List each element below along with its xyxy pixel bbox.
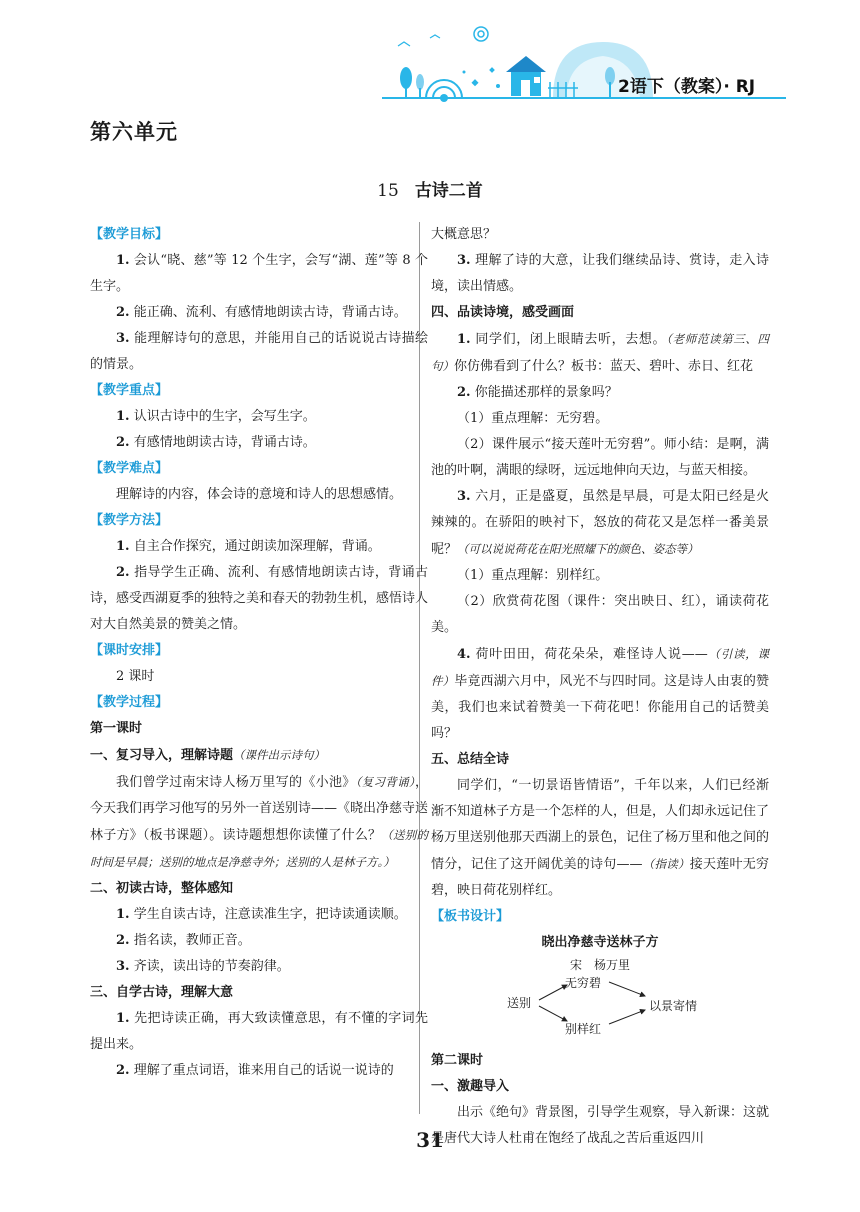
lesson-name: 古诗二首 (414, 181, 483, 201)
section-tag: 【教学方法】 (90, 513, 169, 528)
board-node-right: 以景寄情 (649, 999, 698, 1013)
paragraph: 3. 齐读，读出诗的节奏韵律。 (116, 959, 290, 974)
lesson-number: 15 (377, 181, 399, 201)
paragraph: 2. 指导学生正确、流利、有感情地朗读古诗，背诵古诗，感受西湖夏季的独特之美和春天的勃勃生机，感悟诗人对大自然美景的赞美之情。 (90, 565, 429, 632)
bird-icon (430, 35, 440, 38)
lesson-period-title: 第一课时 (90, 721, 143, 736)
board-design (431, 930, 769, 1048)
paragraph: 3. 六月，正是盛夏，虽然是早晨，可是太阳已经是火辣辣的。在骄阳的映衬下，怒放的荷花又是怎样一番美景呢？（可以说说荷花在阳光照耀下的颜色、姿态等） (431, 489, 769, 557)
board-node-bottom: 别样红 (565, 1022, 602, 1036)
section-tag: 【教学目标】 (90, 227, 169, 242)
paragraph: 同学们，“一切景语皆情语”，千年以来，人们已经渐渐不知道林子方是一个怎样的人，但是，人们却永远记住了杨万里送别他那天西湖上的景色，记住了杨万里和他之间的情分，记住了这开阔优美的诗句——（指读）接天莲叶无穷碧，映日荷花别样红。 (431, 778, 770, 898)
paragraph: 3. 理解了诗的大意，让我们继续品诗、赏诗，走入诗境，读出情感。 (431, 253, 769, 294)
page-number: 31 (416, 1128, 444, 1152)
paragraph: 我们曾学过南宋诗人杨万里写的《小池》（复习背诵），今天我们再学习他写的另外一首送别诗——《晓出净慈寺送林子方》（板书课题）。读诗题想想你读懂了什么？（送别的时间是早晨；送别的地点是净慈寺外；送别的人是林子方。） (90, 775, 429, 869)
paragraph: 2. 能正确、流利、有感情地朗读古诗，背诵古诗。 (116, 305, 407, 320)
step-heading: 二、初读古诗，整体感知 (90, 881, 234, 896)
paragraph: 1. 同学们，闭上眼睛去听，去想。（老师范读第三、四句）你仿佛看到了什么？板书：蓝天、碧叶、赤日、红花 (431, 332, 770, 374)
board-node-left: 送别 (507, 996, 532, 1010)
lesson-title (0, 176, 860, 201)
paragraph: 2. 你能描述那样的景象吗？ (457, 385, 618, 400)
paragraph: （1）重点理解：别样红。 (457, 568, 609, 583)
paragraph: 1. 学生自读古诗，注意读准生字，把诗读通读顺。 (116, 907, 407, 922)
board-node-top: 无穷碧 (565, 976, 602, 990)
paragraph: （1）重点理解：无穷碧。 (457, 411, 609, 426)
header-rule (382, 97, 786, 99)
paragraph: （2）欣赏荷花图（课件：突出映日、红），诵读荷花美。 (431, 594, 769, 635)
lesson-period-title: 第二课时 (431, 1053, 484, 1068)
board-author: 宋 杨万里 (569, 958, 630, 972)
left-column (90, 222, 428, 1084)
house-icon (506, 56, 546, 96)
grade-label: 2语下（教案）· RJ (618, 77, 756, 97)
paragraph: 理解诗的内容，体会诗的意境和诗人的思想感情。 (116, 487, 403, 502)
arrow-line (609, 982, 645, 996)
paragraph: 1. 自主合作探究，通过朗读加深理解，背诵。 (116, 539, 381, 554)
step-heading: 一、复习导入，理解诗题（课件出示诗句） (90, 748, 326, 763)
step-heading: 三、自学古诗，理解大意 (90, 985, 234, 1000)
bird-icon (398, 42, 410, 46)
step-heading: 一、激趣导入 (431, 1079, 510, 1094)
board-title: 晓出净慈寺送林子方 (541, 935, 659, 950)
arrow-line (609, 1010, 645, 1024)
section-tag: 【课时安排】 (90, 643, 169, 658)
paragraph: 4. 荷叶田田，荷花朵朵，难怪诗人说——（引读，课件）毕竟西湖六月中，风光不与四时同。这是诗人由衷的赞美，我们也来试着赞美一下荷花吧！你能用自己的话赞美吗？ (431, 647, 769, 741)
step-heading: 四、品读诗境，感受画面 (431, 305, 575, 320)
section-tag: 【教学过程】 (90, 695, 169, 710)
paragraph: 出示《绝句》背景图，引导学生观察，导入新课：这就是唐代大诗人杜甫在饱经了战乱之苦后重返四川 (431, 1105, 770, 1146)
right-column (431, 222, 769, 1152)
paragraph: 2. 理解了重点词语，谁来用自己的话说一说诗的 (116, 1063, 394, 1078)
sparkle-icon (463, 67, 501, 88)
section-tag: 【板书设计】 (431, 909, 510, 924)
paragraph: 2. 指名读，教师正音。 (116, 933, 251, 948)
step-heading: 五、总结全诗 (431, 752, 510, 767)
section-tag: 【教学重点】 (90, 383, 169, 398)
unit-title: 第六单元 (90, 120, 178, 144)
paragraph: 1. 认识古诗中的生字，会写生字。 (116, 409, 316, 424)
paragraph: 大概意思？ (431, 227, 497, 242)
arrow-line (539, 1006, 567, 1021)
paragraph: 2 课时 (116, 669, 155, 684)
paragraph: （2）课件展示“接天莲叶无穷碧”。师小结：是啊，满池的叶啊，满眼的绿呀，远远地伸向天边，与蓝天相接。 (431, 437, 769, 478)
paragraph: 1. 会认“晓、慈”等 12 个生字，会写“湖、莲”等 8 个生字。 (90, 253, 428, 294)
paragraph: 2. 有感情地朗读古诗，背诵古诗。 (116, 435, 316, 450)
paragraph: 3. 能理解诗句的意思，并能用自己的话说说古诗描绘的情景。 (90, 331, 428, 372)
arrow-line (539, 985, 567, 1000)
section-tag: 【教学难点】 (90, 461, 169, 476)
paragraph: 1. 先把诗读正确，再大致读懂意思，有不懂的字词先提出来。 (90, 1011, 428, 1052)
